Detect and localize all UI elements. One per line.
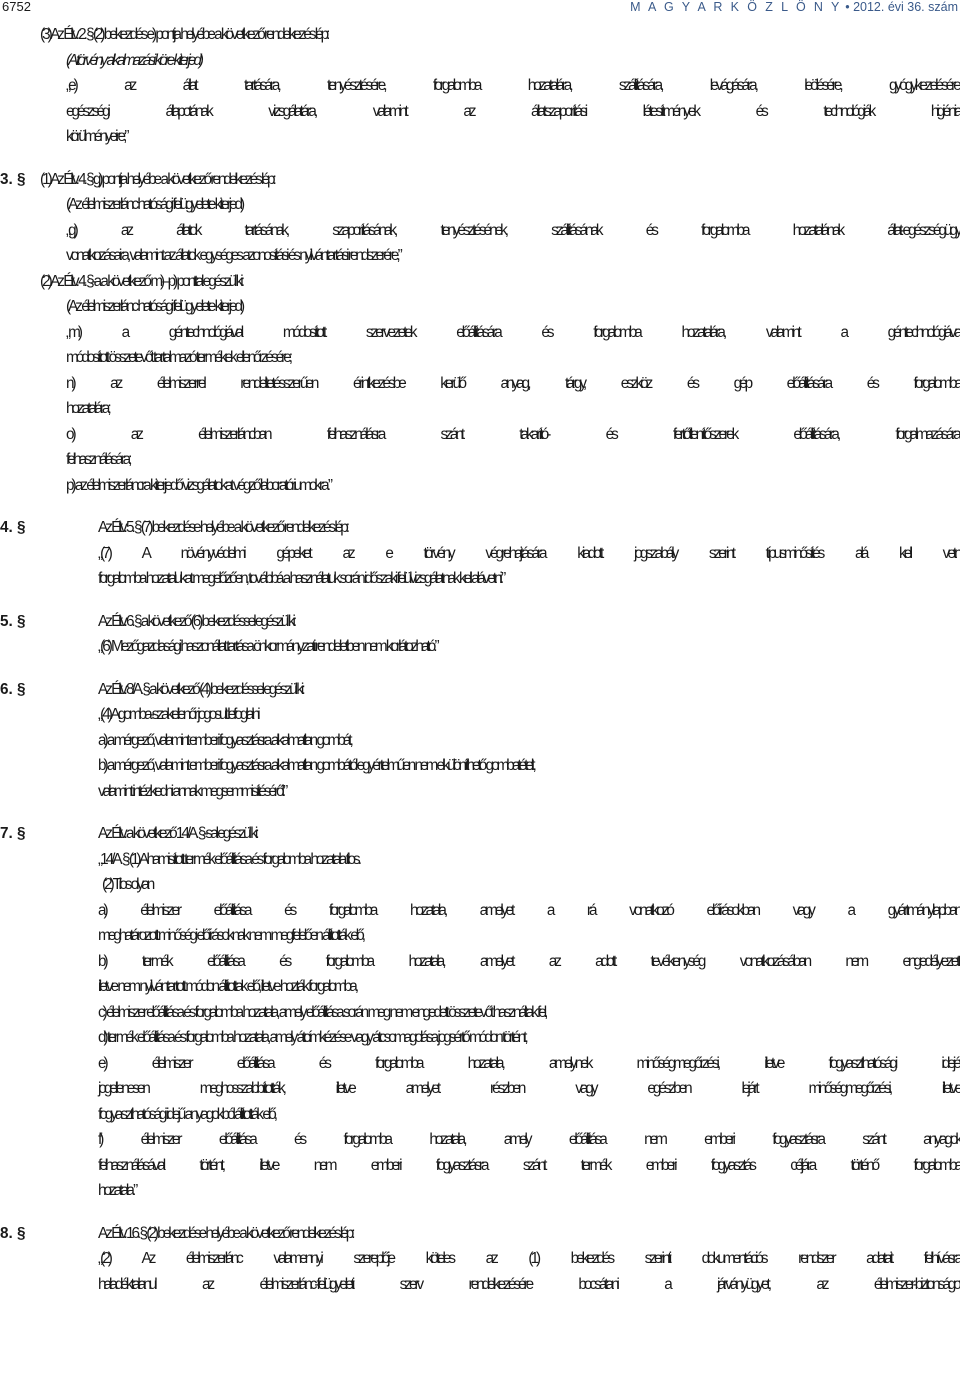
quoted-text: hozatala.” — [98, 1182, 136, 1199]
quoted-text: d) termék előállítása és forgalomba hozatala, amely átcímkézése vagy átcsomagolása jogsértő módon történt, — [98, 1029, 526, 1046]
quoted-text: forgalomba hozatalukat megelőzően, továbbá a használatuk során időszaki felülvizsgálatnak kell alávetni.” — [98, 570, 504, 587]
paragraph-text: Az Éltv. 16. § (2) bekezdése helyébe a következő rendelkezés lép: — [98, 1224, 353, 1242]
quoted-text: módosított összetevőt tartalmazó termékek ellenőrzésére; — [66, 349, 290, 366]
section-number: 3. § — [0, 170, 26, 188]
journal-title — [630, 0, 958, 15]
context-note: (Az élelmiszerlánc hatósági felügyelete kiterjed) — [66, 196, 243, 213]
paragraph-text: (2) Az Éltv. 4. §-a a következő m)–p) ponttal egészül ki: — [40, 272, 242, 290]
quoted-text: valamint intézkedni annak megsemmisítéséről.” — [98, 782, 286, 800]
quoted-text: a) élelmiszer előállítása és forgalomba hozatala, amelyet a rá vonatkozó előírásokban vagy a gyártmánylapban — [98, 901, 960, 919]
document-body — [0, 22, 960, 1297]
paragraph-text: Az Éltv. 6. § a következő (6) bekezdéssel egészül ki: — [98, 612, 295, 630]
quoted-text: b) a mérgező, valamint emberi fogyasztásra alkalmatlan gombától egyértelműen nem elkülöníthető gombatételt, — [98, 757, 534, 774]
paragraph-text: Az Éltv. 5. § (7) bekezdése helyébe a következő rendelkezés lép: — [98, 519, 348, 536]
quoted-text: körülményeire;” — [66, 128, 127, 145]
quoted-text: f) élelmiszer előállítása és forgalomba hozatala, amely előállítása nem emberi fogyasztásra szánt anyagok — [98, 1131, 960, 1148]
quoted-text: o) az élelmiszerláncban felhasználásra szánt takarító- és fertőtlenítőszerek előállítására, forgalmazására, — [66, 425, 960, 443]
quoted-text: „(6) Mezőgazdasági haszonállat tartása önkormányzati rendeletben nem korlátozható.” — [98, 638, 437, 655]
quoted-text: felhasználására; — [66, 451, 130, 468]
paragraph-text: (1) Az Éltv. 4. § g) pontja helyébe a következő rendelkezés lép: — [40, 170, 274, 188]
section-number: 8. § — [0, 1224, 26, 1242]
section-8 — [0, 1221, 960, 1298]
quoted-text: jogellenesen meghosszabbították, illetve amelyet részben vagy egészben lejárt minőségmegőrzési, illetve — [98, 1080, 960, 1097]
quoted-text: e) élelmiszer előállítása és forgalomba hozatala, amelynek minőségmegőrzési, illetve fogyaszthatósági idejét — [98, 1054, 960, 1072]
paragraph-text: (3) Az Éltv. 2. § (2) bekezdés e) pontja helyébe a következő rendelkezés lép: — [40, 26, 328, 43]
section-7 — [0, 821, 960, 1204]
section-6 — [0, 677, 960, 805]
quoted-text: felhasználásával történt, illetve nem emberi fogyasztásra szánt termék emberi fogyasztás céljára történő forgalomba — [98, 1156, 960, 1174]
paragraph-text: Az Éltv. 8/A. § a következő (4) bekezdéssel egészül ki: — [98, 680, 303, 698]
section-3 — [0, 167, 960, 499]
quoted-text: c) élelmiszer előállítása és forgalomba hozatala, amely előállítása során meg nem engedett összetevőt használtak fel, — [98, 1003, 546, 1021]
context-note: (Az élelmiszerlánc hatósági felügyelete kiterjed) — [66, 298, 243, 315]
quoted-text: hozatalára; — [66, 400, 109, 417]
section-number: 6. § — [0, 680, 26, 698]
quoted-text: „m) a géntechnológiával módosított szervezetek előállítására és forgalomba hozatalára, valamint a géntechnológiával — [66, 323, 960, 341]
quoted-text: illetve nem nyilvántartott módon állítottak elő, illetve hozták forgalomba, — [98, 978, 356, 995]
quoted-text: (2) Tilos olyan — [102, 876, 153, 893]
journal-issue: • 2012. évi 36. szám — [841, 0, 958, 14]
quoted-text: „e) az állat tartására, tenyésztésére, forgalomba hozatalára, szállítására, levágására, leölésére, gyógykezelésére, — [66, 77, 960, 94]
quoted-text: „(2) Az élelmiszerlánc valamennyi szereplője köteles az (1) bekezdés szerinti dokumentációs rendszer adatait felhívásra — [98, 1250, 960, 1267]
quoted-text: „g) az állatok tartásának, szaporításának, tenyésztésének, szállításának és forgalomba hozatalának állat-egészségügyi — [66, 221, 960, 239]
section-2-paragraph-3 — [0, 22, 960, 150]
quoted-text: b) termék előállítása és forgalomba hozatala, amelyet az adott tevékenység vonatkozásában nem engedélyezett, — [98, 952, 960, 970]
quoted-text: meghatározott minőségi előírásoknak nem megfelelően állították elő, — [98, 927, 363, 944]
quoted-text: „(7) A növényvédelmi gépeket az e törvény végrehajtására kiadott jogszabály szerint típusminősítés alá kell vetni — [98, 544, 960, 562]
section-number: 7. § — [0, 825, 26, 842]
page-number: 6752 — [2, 0, 31, 14]
quoted-text: „14/A. § (1) A hamisított termék előállítása és forgalomba hozatala tilos. — [98, 850, 359, 868]
quoted-text: p) az élelmiszerláncra kiterjedő vizsgálatokat végző laboratóriumokra.” — [66, 476, 330, 494]
context-note: (A törvény alkalmazási köre kiterjed) — [66, 51, 201, 69]
section-number: 4. § — [0, 519, 26, 536]
journal-name: M A G Y A R K Ö Z L Ö N Y — [630, 0, 842, 14]
section-5 — [0, 609, 960, 660]
quoted-text: vonatkozásaira, valamint az állatok egységes azonosítási és nyilvántartási rendszerére,” — [66, 247, 400, 264]
section-number: 5. § — [0, 612, 26, 630]
page-header — [0, 0, 960, 20]
section-4 — [0, 515, 960, 592]
quoted-text: a) a mérgező, valamint emberi fogyasztásra alkalmatlan gombát, — [98, 731, 351, 749]
quoted-text: „(4) A gomba-szakellenőr jogosult lefoglalni — [98, 706, 258, 723]
paragraph-text: Az Éltv. a következő 14/A. §-sal egészül ki: — [98, 825, 257, 842]
quoted-text: n) az élelmiszerrel rendeltetésszerűen érintkezésbe kerülő anyag, tárgy, eszköz és gép előállítására és forgalomba — [66, 374, 960, 392]
quoted-text: haladéktalanul az élelmiszerlánc-felügyeleti szerv rendelkezésére bocsátani a járványügyet, az élelmiszer-biztonságot — [98, 1275, 960, 1293]
quoted-text: fogyaszthatósági idejű anyagokból állították elő, — [98, 1105, 275, 1123]
quoted-text: egészségi állapotának vizsgálatára, valamint az állatszaporítási létesítmények és technológiák higiéniai — [66, 102, 960, 120]
